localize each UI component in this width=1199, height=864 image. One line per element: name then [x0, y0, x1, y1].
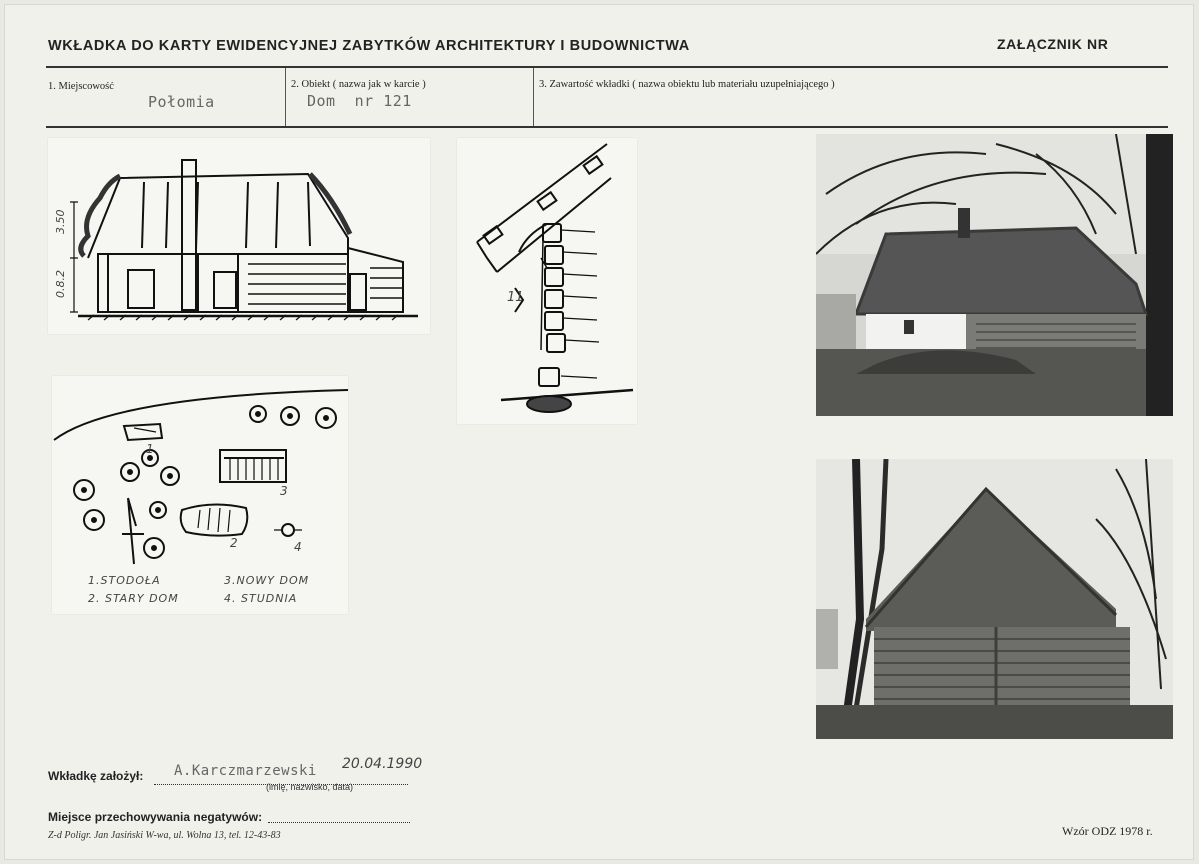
created-by-label: Wkładkę założył: — [48, 769, 144, 783]
place-label: 1. Miejscowość — [48, 81, 114, 92]
house-photo-side-image — [816, 459, 1173, 739]
marker-2: 2 — [230, 536, 238, 550]
place-value: Połomia — [148, 93, 215, 111]
field-divider-2 — [533, 68, 534, 128]
created-by-value: A.Karczmarzewski — [174, 763, 317, 779]
object-label: 2. Obiekt ( nazwa jak w karcie ) — [291, 79, 426, 90]
legend-2: 2. STARY DOM — [88, 592, 179, 605]
inventory-card — [4, 4, 1194, 860]
legend-1: 1.STODOŁA — [88, 574, 161, 587]
printer-info: Z-d Poligr. Jan Jasiński W-wa, ul. Wolna 13, tel. 12-43-83 — [48, 830, 281, 841]
created-hint: (imię, nazwisko, data) — [266, 782, 354, 792]
header-rule-bottom — [46, 126, 1168, 128]
object-value: Dom nr 121 — [307, 92, 412, 110]
contents-label: 3. Zawartość wkładki ( nazwa obiektu lub materiału uzupełniającego ) — [539, 79, 835, 90]
legend-4: 4. STUDNIA — [224, 592, 298, 605]
form-number: Wzór ODZ 1978 r. — [1062, 824, 1153, 838]
site-plan-sketch — [52, 376, 348, 614]
legend-3: 3.NOWY DOM — [224, 574, 310, 587]
corner-joint-drawing — [457, 138, 637, 424]
elevation-sketch — [48, 138, 430, 334]
negatives-line — [268, 814, 410, 823]
marker-3: 3 — [280, 484, 288, 498]
house-elevation-drawing — [48, 138, 430, 334]
annex-label: ZAŁĄCZNIK NR — [997, 36, 1109, 52]
field-divider-1 — [285, 68, 286, 128]
created-date: 20.04.1990 — [342, 756, 423, 772]
house-photo-side — [816, 459, 1173, 739]
negatives-label: Miejsce przechowywania negatywów: — [48, 810, 263, 824]
header-rule-top — [46, 66, 1168, 68]
card-title: WKŁADKA DO KARTY EWIDENCYJNEJ ZABYTKÓW ARCHITEKTURY I BUDOWNICTWA — [48, 38, 690, 54]
marker-4: 4 — [294, 540, 302, 554]
dimension-upper: 3.50 — [54, 209, 67, 234]
joint-label: 11 — [507, 290, 524, 305]
house-photo-front — [816, 134, 1173, 416]
joint-detail-sketch — [457, 138, 637, 424]
house-photo-front-image — [816, 134, 1173, 416]
marker-1: 1 — [146, 442, 154, 456]
dimension-lower: 0.8.2 — [54, 270, 67, 298]
